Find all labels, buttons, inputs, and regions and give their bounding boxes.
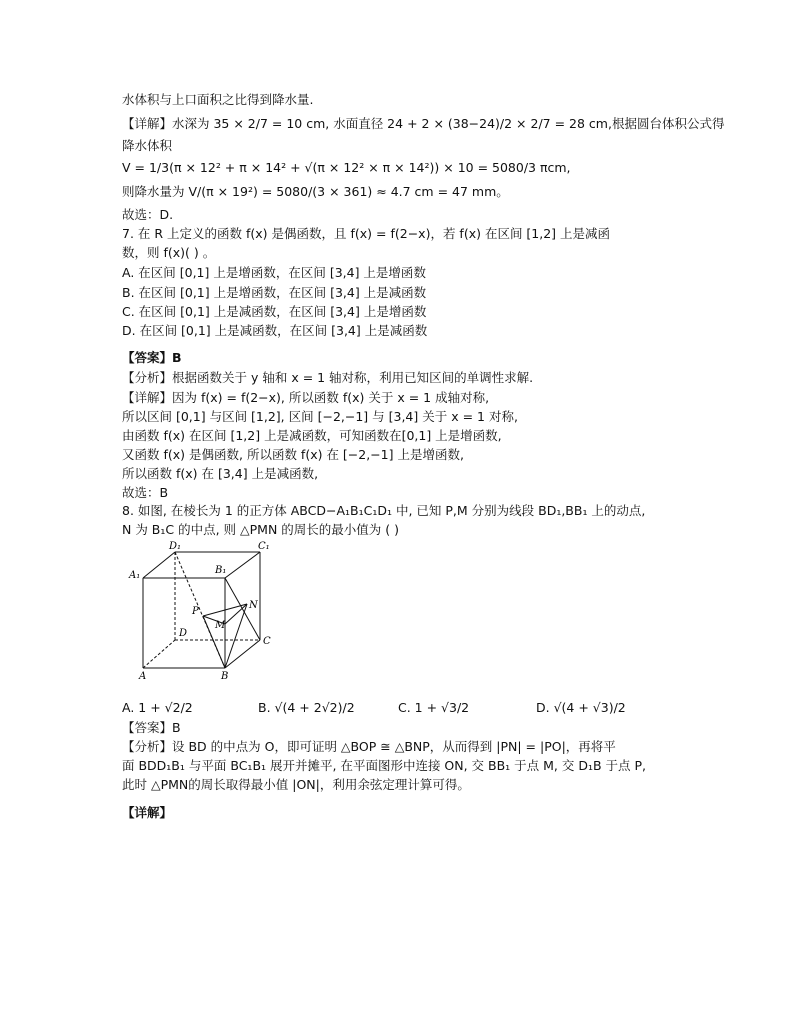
formula-line: V = 1/3(π × 12² + π × 14² + √(π × 12² × π × 14²)) × 10 = 5080/3 πcm, bbox=[122, 160, 571, 175]
edge bbox=[225, 552, 260, 578]
label-m: M bbox=[215, 620, 226, 631]
text-line: 又函数 f(x) 是偶函数, 所以函数 f(x) 在 [−2,−1] 上是增函数, bbox=[122, 447, 464, 462]
answer-heading: 【答案】B bbox=[122, 350, 182, 365]
option-c: C. 在区间 [0,1] 上是减函数，在区间 [3,4] 上是增函数 bbox=[122, 304, 427, 319]
choice-a: A. 1 + √2/2 bbox=[122, 700, 193, 715]
analysis-line: 【分析】设 BD 的中点为 O，即可证明 △BOP ≅ △BNP，从而得到 |PN| = |PO|，再将平 bbox=[122, 739, 616, 754]
text-line: 面 BDD₁B₁ 与平面 BC₁B₁ 展开并摊平, 在平面图形中连接 ON, 交 BB₁ 于点 M, 交 D₁B 于点 P, bbox=[122, 758, 647, 773]
label-p: P bbox=[192, 606, 199, 617]
label-b: B bbox=[221, 671, 229, 680]
text-line: 水体积与上口面积之比得到降水量. bbox=[122, 92, 314, 107]
text-line: 所以函数 f(x) 在 [3,4] 上是减函数, bbox=[122, 466, 319, 481]
formula-line: 则降水量为 V/(π × 19²) = 5080/(3 × 361) ≈ 4.7 cm = 47 mm。 bbox=[122, 184, 509, 199]
question-8: 8. 如图, 在棱长为 1 的正方体 ABCD−A₁B₁C₁D₁ 中, 已知 P,M 分别为线段 BD₁,BB₁ 上的动点, bbox=[122, 503, 646, 518]
cube-figure bbox=[125, 540, 285, 680]
text-line: 由函数 f(x) 在区间 [1,2] 上是减函数，可知函数在[0,1] 上是增函数, bbox=[122, 428, 502, 443]
answer-line: 【答案】B bbox=[122, 720, 181, 735]
text-line: 故选：D. bbox=[122, 207, 174, 222]
label-c: C bbox=[263, 636, 271, 647]
label-d: D bbox=[179, 628, 188, 639]
label-n: N bbox=[249, 600, 258, 611]
option-d: D. 在区间 [0,1] 上是减函数，在区间 [3,4] 上是减函数 bbox=[122, 323, 428, 338]
label-a: A bbox=[139, 671, 147, 680]
text-line: N 为 B₁C 的中点, 则 △PMN 的周长的最小值为 ( ) bbox=[122, 522, 399, 537]
question-7: 7. 在 R 上定义的函数 f(x) 是偶函数，且 f(x) = f(2−x)，若 f(x) 在区间 [1,2] 上是减函 bbox=[122, 226, 611, 241]
choice-c: C. 1 + √3/2 bbox=[398, 700, 470, 715]
text-line: 故选：B bbox=[122, 485, 169, 500]
text-line: 降水体积 bbox=[122, 138, 173, 153]
option-b: B. 在区间 [0,1] 上是增函数，在区间 [3,4] 上是减函数 bbox=[122, 285, 427, 300]
choice-d: D. √(4 + √3)/2 bbox=[536, 700, 626, 715]
text-line: 所以区间 [0,1] 与区间 [1,2], 区间 [−2,−1] 与 [3,4] 关于 x = 1 对称, bbox=[122, 409, 518, 424]
hidden-edge bbox=[143, 640, 175, 668]
label-c1: C₁ bbox=[258, 541, 270, 552]
edge bbox=[143, 552, 175, 578]
option-a: A. 在区间 [0,1] 上是增函数，在区间 [3,4] 上是增函数 bbox=[122, 265, 426, 280]
text-line: 数，则 f(x)( ) 。 bbox=[122, 245, 216, 260]
text-line: 【详解】水深为 35 × 2/7 = 10 cm, 水面直径 24 + 2 × (38−24)/2 × 2/7 = 28 cm,根据圆台体积公式得 bbox=[122, 116, 725, 131]
text-line: 【详解】因为 f(x) = f(2−x), 所以函数 f(x) 关于 x = 1 成轴对称, bbox=[122, 390, 490, 405]
analysis-line: 【分析】根据函数关于 y 轴和 x = 1 轴对称，利用已知区间的单调性求解. bbox=[122, 370, 534, 385]
choice-b: B. √(4 + 2√2)/2 bbox=[258, 700, 355, 715]
label-d1: D₁ bbox=[169, 541, 182, 552]
label-b1: B₁ bbox=[215, 565, 227, 576]
solution-heading: 【详解】 bbox=[122, 805, 173, 820]
label-a1: A₁ bbox=[129, 570, 141, 581]
text-line: 此时 △PMN的周长取得最小值 |ON|，利用余弦定理计算可得。 bbox=[122, 777, 470, 792]
